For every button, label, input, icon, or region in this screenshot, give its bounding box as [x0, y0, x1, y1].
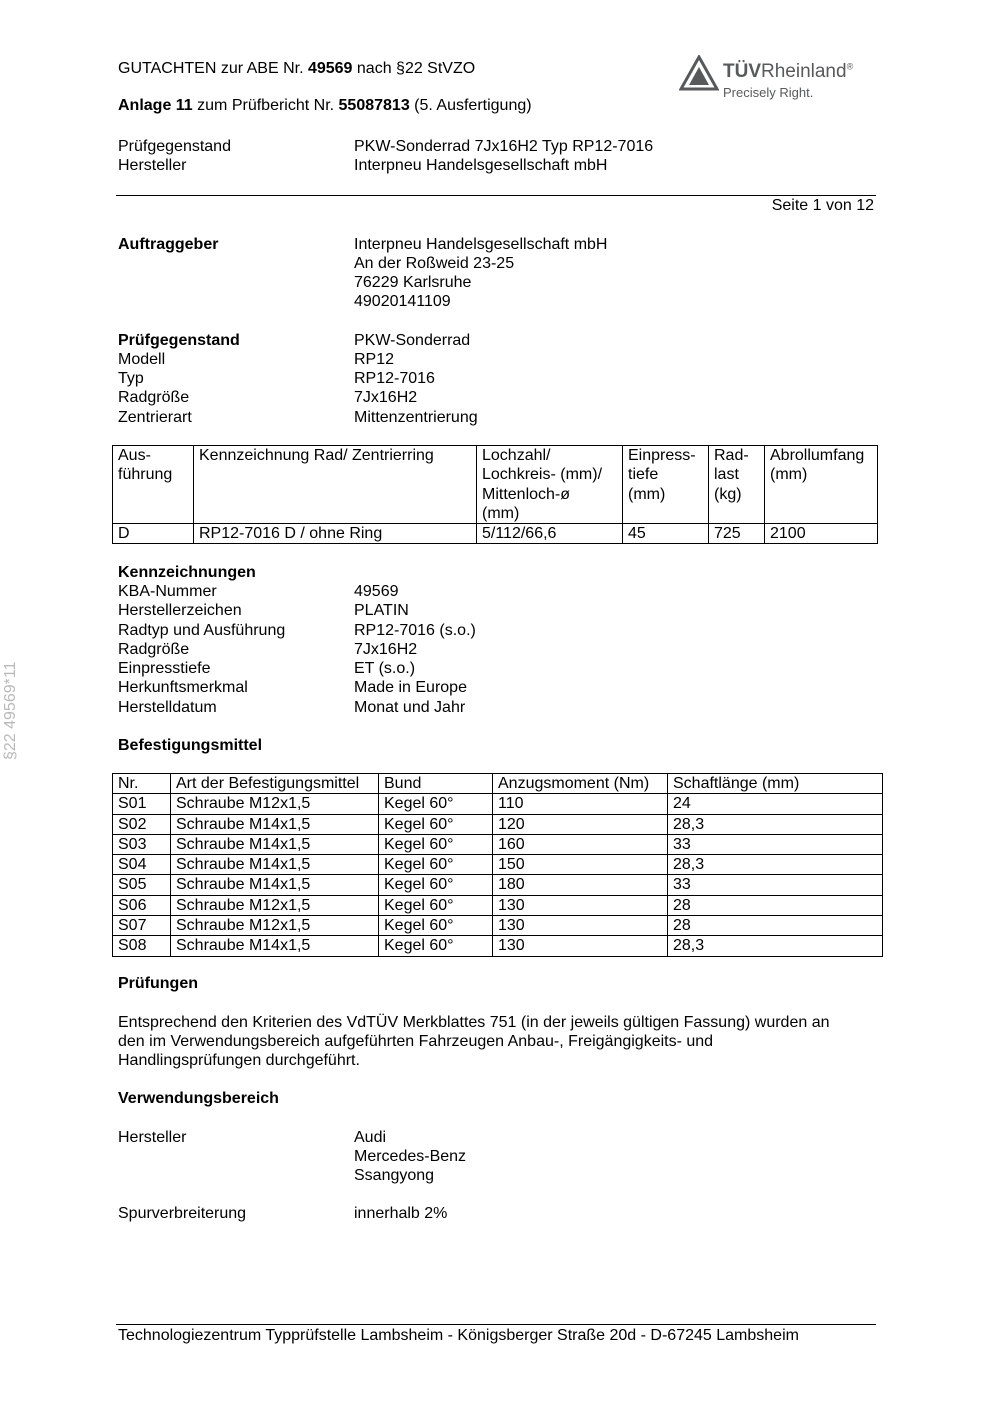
modell-value: RP12 [354, 351, 395, 368]
verwendungsbereich-label: Verwendungsbereich [118, 1090, 279, 1107]
annex-number: Anlage 11 [118, 97, 193, 114]
auftraggeber-street: An der Roßweid 23-25 [354, 255, 515, 272]
header-line: Abrollumfang [770, 447, 865, 464]
pruefgegenstand-label: Prüfgegenstand [118, 332, 240, 349]
table-cell: S06 [113, 895, 171, 915]
header-line: Mittenloch-ø [482, 485, 571, 503]
table-row [113, 855, 883, 875]
wheel-spec-table [112, 445, 878, 544]
table-cell: 28,3 [668, 936, 883, 956]
tuv-rheinland-logo [679, 55, 869, 105]
auftraggeber-label: Auftraggeber [118, 236, 219, 253]
kennzeichnung-label: Einpresstiefe [118, 660, 211, 677]
table-header-cell: Anzugsmoment (Nm) [493, 774, 668, 794]
kennzeichnung-label: Herstellerzeichen [118, 602, 242, 619]
header-line: Lochzahl/ [482, 447, 551, 464]
footer-address: Technologiezentrum Typprüfstelle Lambsheim - Königsberger Straße 20d - D-67245 Lambsheim [118, 1327, 799, 1344]
table-cell: 45 [623, 524, 709, 544]
pruefungen-text-line: Handlingsprüfungen durchgeführt. [118, 1052, 360, 1069]
zentrierart-label: Zentrierart [118, 409, 192, 426]
table-header-row [113, 446, 878, 524]
header-line: (mm) [482, 504, 520, 522]
table-cell: S07 [113, 916, 171, 936]
header-line: Aus- [118, 447, 151, 464]
kennzeichnung-value: RP12-7016 (s.o.) [354, 622, 476, 639]
header-line: tiefe [628, 466, 659, 484]
header-value-hersteller: Interpneu Handelsgesellschaft mbH [354, 157, 608, 174]
table-cell: Kegel 60° [379, 936, 493, 956]
footer-divider [116, 1324, 876, 1325]
pruefungen-label: Prüfungen [118, 975, 198, 992]
table-cell: Schraube M14x1,5 [171, 855, 379, 875]
header-line: führung [118, 466, 173, 484]
radgroesse-label: Radgröße [118, 389, 190, 406]
header-line: Kennzeichnung Rad/ Zentrierring [199, 447, 434, 464]
side-reference: §22 49569*11 [2, 661, 19, 760]
zentrierart-value: Mittenzentrierung [354, 409, 478, 426]
table-cell: S08 [113, 936, 171, 956]
table-row [113, 916, 883, 936]
table-cell: S04 [113, 855, 171, 875]
table-cell: 160 [493, 834, 668, 854]
pruefungen-text-line: Entsprechend den Kriterien des VdTÜV Merkblattes 751 (in der jeweils gültigen Fassung) wurden an [118, 1014, 830, 1031]
table-cell: S03 [113, 834, 171, 854]
kennzeichnung-label: Herkunftsmerkmal [118, 679, 248, 696]
table-cell: 150 [493, 855, 668, 875]
header-line: (mm) [770, 466, 808, 484]
table-cell: Schraube M12x1,5 [171, 794, 379, 814]
header-line: (mm) [628, 485, 666, 503]
fastener-table [112, 773, 883, 957]
title-suffix: nach §22 StVZO [352, 60, 476, 77]
kennzeichnung-value: Monat und Jahr [354, 699, 466, 716]
annex-mid: zum Prüfbericht Nr. [192, 97, 339, 114]
table-row [113, 875, 883, 895]
header-abrollumfang [765, 446, 878, 524]
logo-brand-bold: TÜV [723, 61, 761, 82]
hersteller-label: Hersteller [118, 1129, 187, 1146]
table-row [113, 814, 883, 834]
table-cell: Kegel 60° [379, 875, 493, 895]
table-cell: 725 [709, 524, 765, 544]
table-cell: Kegel 60° [379, 834, 493, 854]
table-cell: Kegel 60° [379, 895, 493, 915]
modell-label: Modell [118, 351, 166, 368]
table-cell: 28,3 [668, 855, 883, 875]
header-line: (kg) [714, 485, 742, 503]
table-cell: 130 [493, 936, 668, 956]
kennzeichnung-label: KBA-Nummer [118, 583, 217, 600]
kennzeichnungen-label: Kennzeichnungen [118, 564, 256, 581]
header-lochzahl [477, 446, 623, 524]
table-cell: Schraube M12x1,5 [171, 916, 379, 936]
table-header-cell: Schaftlänge (mm) [668, 774, 883, 794]
header-line: last [714, 466, 739, 484]
table-cell: Schraube M14x1,5 [171, 814, 379, 834]
table-cell: Kegel 60° [379, 916, 493, 936]
table-cell: 2100 [765, 524, 878, 544]
spurverbreiterung-label: Spurverbreiterung [118, 1205, 247, 1222]
table-cell: Kegel 60° [379, 794, 493, 814]
table-row [113, 895, 883, 915]
annex-line [118, 97, 532, 115]
radgroesse-value: 7Jx16H2 [354, 389, 418, 406]
typ-label: Typ [118, 370, 144, 387]
header-einpresstiefe [623, 446, 709, 524]
spurverbreiterung-value: innerhalb 2% [354, 1205, 448, 1222]
table-cell: Schraube M12x1,5 [171, 895, 379, 915]
annex-suffix: (5. Ausfertigung) [409, 97, 532, 114]
header-value-pruefgegenstand: PKW-Sonderrad 7Jx16H2 Typ RP12-7016 [354, 138, 654, 155]
header-divider [116, 195, 876, 196]
title-prefix: GUTACHTEN zur ABE Nr. [118, 60, 308, 77]
table-cell: 130 [493, 895, 668, 915]
triangle-logo-icon [679, 55, 719, 93]
table-cell: 110 [493, 794, 668, 814]
kennzeichnung-label: Radgröße [118, 641, 190, 658]
typ-value: RP12-7016 [354, 370, 435, 387]
table-header-cell: Bund [379, 774, 493, 794]
header-kennzeichnung [194, 446, 477, 524]
auftraggeber-number: 49020141109 [354, 293, 451, 310]
kennzeichnung-value: PLATIN [354, 602, 409, 619]
abe-number: 49569 [307, 60, 353, 77]
table-cell: 130 [493, 916, 668, 936]
table-cell: S05 [113, 875, 171, 895]
table-cell: D [113, 524, 194, 544]
table-cell: 28 [668, 895, 883, 915]
kennzeichnung-label: Herstelldatum [118, 699, 217, 716]
table-row [113, 794, 883, 814]
logo-brand [723, 61, 853, 83]
pruefungen-text-line: den im Verwendungsbereich aufgeführten Fahrzeugen Anbau-, Freigängigkeits- und [118, 1033, 714, 1050]
table-cell: 120 [493, 814, 668, 834]
table-cell: 33 [668, 875, 883, 895]
header-radlast [709, 446, 765, 524]
header-label-hersteller: Hersteller [118, 157, 187, 174]
table-cell: Kegel 60° [379, 814, 493, 834]
befestigung-label: Befestigungsmittel [118, 737, 263, 754]
table-header-cell: Art der Befestigungsmittel [171, 774, 379, 794]
table-cell: 28,3 [668, 814, 883, 834]
table-cell: 24 [668, 794, 883, 814]
kennzeichnung-value: ET (s.o.) [354, 660, 416, 677]
table-cell: 28 [668, 916, 883, 936]
auftraggeber-name: Interpneu Handelsgesellschaft mbH [354, 236, 608, 253]
page-number: Seite 1 von 12 [771, 197, 874, 214]
header-label-pruefgegenstand: Prüfgegenstand [118, 138, 231, 155]
kennzeichnung-value: 7Jx16H2 [354, 641, 418, 658]
table-cell: Kegel 60° [379, 855, 493, 875]
table-cell: Schraube M14x1,5 [171, 875, 379, 895]
header-line: Lochkreis- (mm)/ [482, 466, 603, 484]
document-title [118, 60, 475, 78]
table-cell: 5/112/66,6 [477, 524, 623, 544]
table-row [113, 834, 883, 854]
header-line: Einpress- [628, 447, 696, 464]
table-cell: RP12-7016 D / ohne Ring [194, 524, 477, 544]
logo-brand-rest: Rheinland [761, 61, 847, 82]
table-row [113, 936, 883, 956]
hersteller-item: Mercedes-Benz [354, 1148, 467, 1165]
table-header-cell: Nr. [113, 774, 171, 794]
kennzeichnung-value: Made in Europe [354, 679, 467, 696]
table-row [113, 524, 878, 544]
logo-tagline: Precisely Right. [723, 85, 814, 100]
table-cell: 33 [668, 834, 883, 854]
pruefgegenstand-value: PKW-Sonderrad [354, 332, 471, 349]
header-line: Rad- [714, 447, 749, 464]
table-header-row [113, 774, 883, 794]
kennzeichnung-label: Radtyp und Ausführung [118, 622, 286, 639]
table-cell: Schraube M14x1,5 [171, 834, 379, 854]
table-cell: S01 [113, 794, 171, 814]
table-cell: 180 [493, 875, 668, 895]
kennzeichnung-value: 49569 [354, 583, 399, 600]
hersteller-item: Audi [354, 1129, 387, 1146]
report-number: 55087813 [338, 97, 410, 114]
table-cell: S02 [113, 814, 171, 834]
table-cell: Schraube M14x1,5 [171, 936, 379, 956]
auftraggeber-city: 76229 Karlsruhe [354, 274, 472, 291]
header-ausfuehrung [113, 446, 194, 524]
hersteller-item: Ssangyong [354, 1167, 435, 1184]
logo-registered: ® [846, 61, 854, 72]
